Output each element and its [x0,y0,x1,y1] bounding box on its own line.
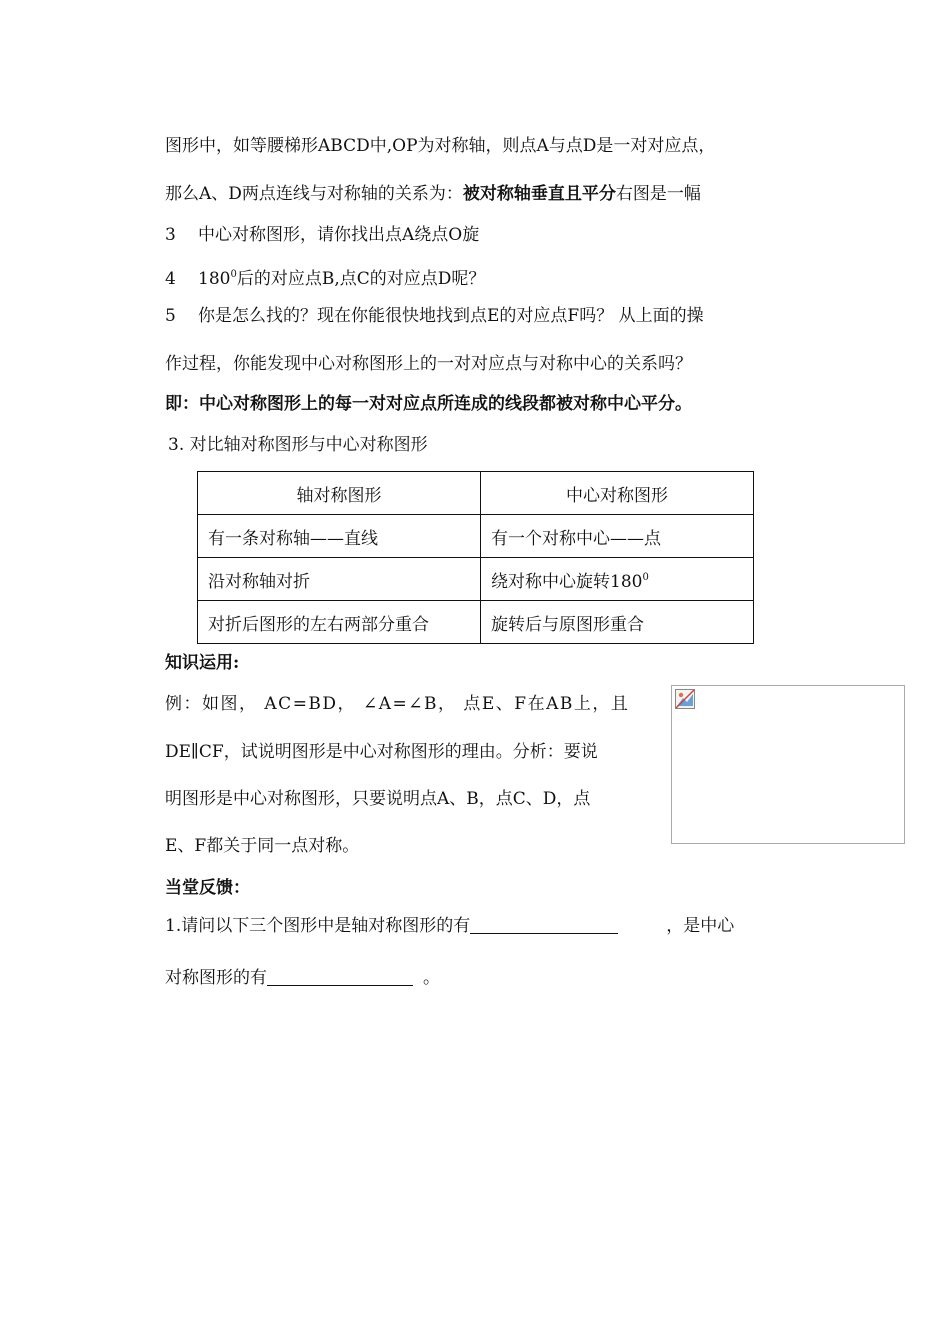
line-3-text: 中心对称图形，请你找出点A绕点O旋 [198,225,480,245]
table-cell: 沿对称轴对折 [198,558,481,601]
example-line-4: E、F都关于同一点对称。 [165,836,360,856]
answer-blank-axial[interactable] [470,915,618,934]
table-cell: 有一条对称轴——直线 [198,515,481,558]
para-line-3 [165,223,479,247]
section-heading-compare: 3. 对比轴对称图形与中心对称图形 [168,435,428,455]
question-2-text: 对称图形的有 [165,968,267,988]
line-2-text: 那么A、D两点连线与对称轴的关系为： [165,184,463,204]
line-4-text: 后的对应点B,点C的对应点D呢？ [236,269,486,289]
example-line-2: DE∥CF，试说明图形是中心对称图形的理由。分析：要说 [165,742,598,762]
line-number-3: 3 [165,225,176,245]
line-2-bold: 被对称轴垂直且平分 [462,184,616,204]
feedback-heading: 当堂反馈： [165,878,250,898]
para-line-7 [165,392,692,416]
degree-superscript: 0 [642,571,649,583]
question-1-text: 1.请问以下三个图形中是轴对称图形的有 [165,916,471,936]
line-7-prefix: 即： [165,394,199,414]
table-row [198,601,754,644]
degree-value: 180 [198,269,231,289]
degree-superscript: 0 [230,269,237,280]
knowledge-heading: 知识运用: [165,653,240,673]
table-header-row [198,472,754,515]
broken-image-icon [674,688,696,710]
line-number-4: 4 [165,269,176,289]
para-line-2 [165,182,701,206]
table-cell: 对折后图形的左右两部分重合 [198,601,481,644]
figure-image-placeholder [671,685,905,844]
para-line-1: 图形中，如等腰梯形ABCD中,OP为对称轴，则点A与点D是一对对应点， [165,136,716,156]
feedback-question-2 [165,966,440,990]
comparison-table [197,471,754,644]
table-cell: 旋转后与原图形重合 [481,601,754,644]
line-number-5: 5 [165,306,176,326]
table-header: 轴对称图形 [198,472,481,515]
rotation-text: 绕对称中心旋转180 [491,571,643,592]
table-row [198,515,754,558]
table-cell: 有一个对称中心——点 [481,515,754,558]
line-7-conclusion: 中心对称图形上的每一对对应点所连成的线段都被对称中心平分。 [199,394,692,414]
question-2-tail: 。 [423,968,440,988]
para-line-4 [165,263,485,291]
line-2-tail: 右图是一幅 [615,184,701,204]
para-line-5 [165,304,704,328]
example-line-1: 例：如图， AC=BD， ∠A=∠B， 点E、F在AB上，且 [165,694,630,714]
table-cell [481,558,754,601]
question-1-tail: ，是中心 [666,916,735,936]
example-line-3: 明图形是中心对称图形，只要说明点A、B，点C、D，点 [165,789,591,809]
line-5-text: 你是怎么找的？现在你能很快地找到点E的对应点F吗？ 从上面的操 [198,306,704,326]
feedback-question-1 [165,914,734,938]
para-line-6: 作过程，你能发现中心对称图形上的一对对应点与对称中心的关系吗？ [165,354,692,374]
answer-blank-central[interactable] [267,967,413,986]
table-header: 中心对称图形 [481,472,754,515]
table-row [198,558,754,601]
